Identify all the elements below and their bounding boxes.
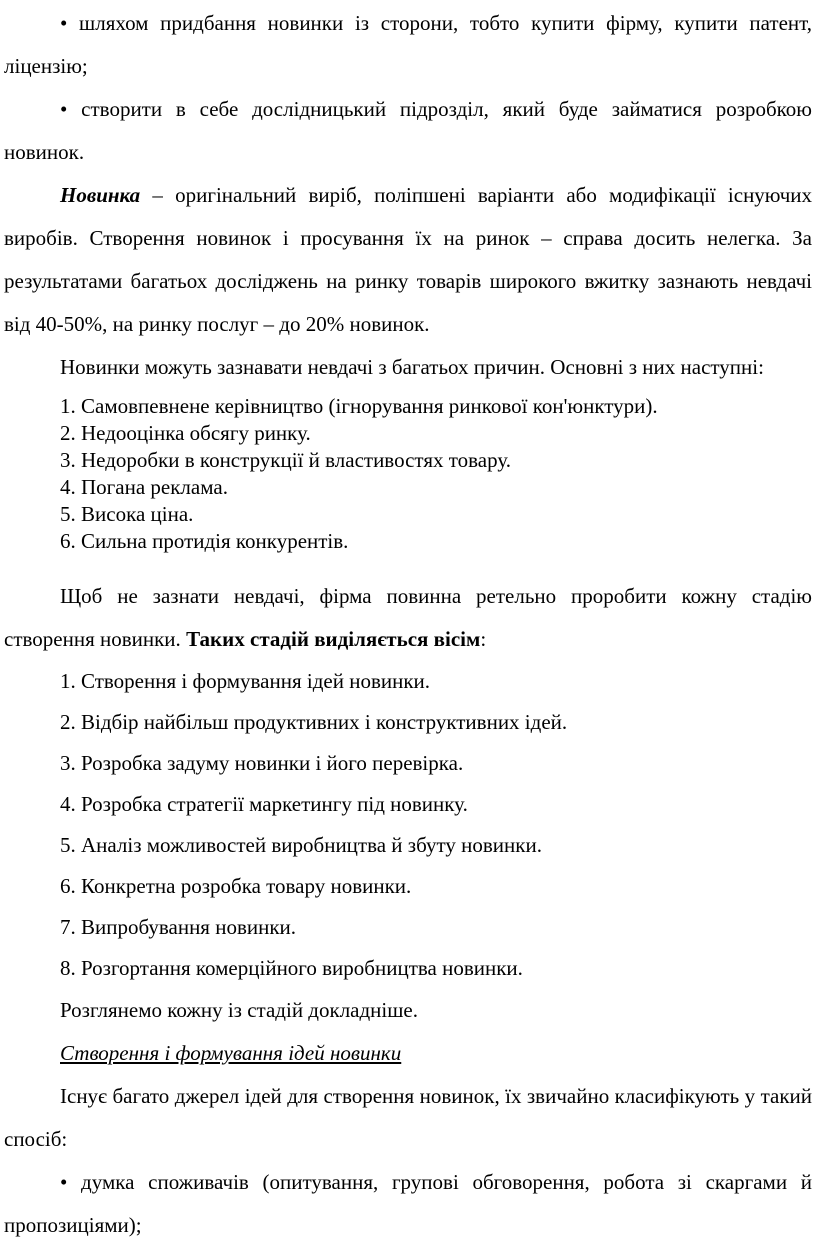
paragraph-consumer-opinion: • думка споживачів (опитування, групові обговорення, робота зі скаргами й пропозиціями); xyxy=(4,1170,812,1237)
list-item: 3. Недоробки в конструкції й властивостях товару. xyxy=(60,448,511,472)
list-item: 6. Конкретна розробка товару новинки. xyxy=(60,874,412,898)
list-item: 5. Висока ціна. xyxy=(60,502,194,526)
failure-reasons-list xyxy=(4,393,812,555)
stages-list xyxy=(4,661,812,989)
list-item: 5. Аналіз можливостей виробництва й збуту новинки. xyxy=(60,833,542,857)
stages-intro-text: Щоб не зазнати невдачі, фірма повинна ретельно проробити кожну стадію створення новинки. xyxy=(4,584,812,651)
section-heading-text: Створення і формування ідей новинки xyxy=(60,1041,402,1065)
paragraph-consider-stages: Розглянемо кожну із стадій докладніше. xyxy=(60,998,418,1022)
list-item: 4. Розробка стратегії маркетингу під новинку. xyxy=(60,792,468,816)
paragraph-idea-sources: Існує багато джерел ідей для створення новинок, їх звичайно класифікують у такий спосіб: xyxy=(4,1084,812,1151)
spacer xyxy=(4,555,812,575)
list-item: 1. Самовпевнене керівництво (ігнорування ринкової кон'юнктури). xyxy=(60,394,658,418)
paragraph-novelty-definition xyxy=(4,174,812,346)
paragraph-acquisition: • шляхом придбання новинки із сторони, тобто купити фірму, купити патент, ліцензію; xyxy=(4,11,812,78)
stages-count-bold: Таких стадій виділяється вісім xyxy=(186,627,481,651)
term-novelty: Новинка xyxy=(60,183,141,207)
list-item: 1. Створення і формування ідей новинки. xyxy=(60,669,431,693)
list-item: 2. Відбір найбільш продуктивних і конструктивних ідей. xyxy=(60,710,568,734)
list-item: 6. Сильна протидія конкурентів. xyxy=(60,529,349,553)
stages-intro-colon: : xyxy=(480,627,487,651)
list-item: 8. Розгортання комерційного виробництва новинки. xyxy=(60,956,523,980)
paragraph-research-unit: • створити в себе дослідницький підрозділ, який буде займатися розробкою новинок. xyxy=(4,97,812,164)
list-item: 4. Погана реклама. xyxy=(60,475,228,499)
list-item: 2. Недооцінка обсягу ринку. xyxy=(60,421,311,445)
paragraph-stages-intro xyxy=(4,575,812,661)
list-item: 7. Випробування новинки. xyxy=(60,915,297,939)
section-heading xyxy=(4,1032,812,1075)
paragraph-failure-reasons-intro: Новинки можуть зазнавати невдачі з багатьох причин. Основні з них наступні: xyxy=(60,355,764,379)
novelty-definition-text: – оригінальний виріб, поліпшені варіанти або модифікації існуючих виробів. Створення новинок і просування їх на ринок – справа досить нелегка. За результатами багатьох досліджень на ринку товарів широкого вжитку зазнають невдачі від 40-50%, на ринку послуг – до 20% новинок. xyxy=(4,183,812,336)
list-item: 3. Розробка задуму новинки і його перевірка. xyxy=(60,751,464,775)
